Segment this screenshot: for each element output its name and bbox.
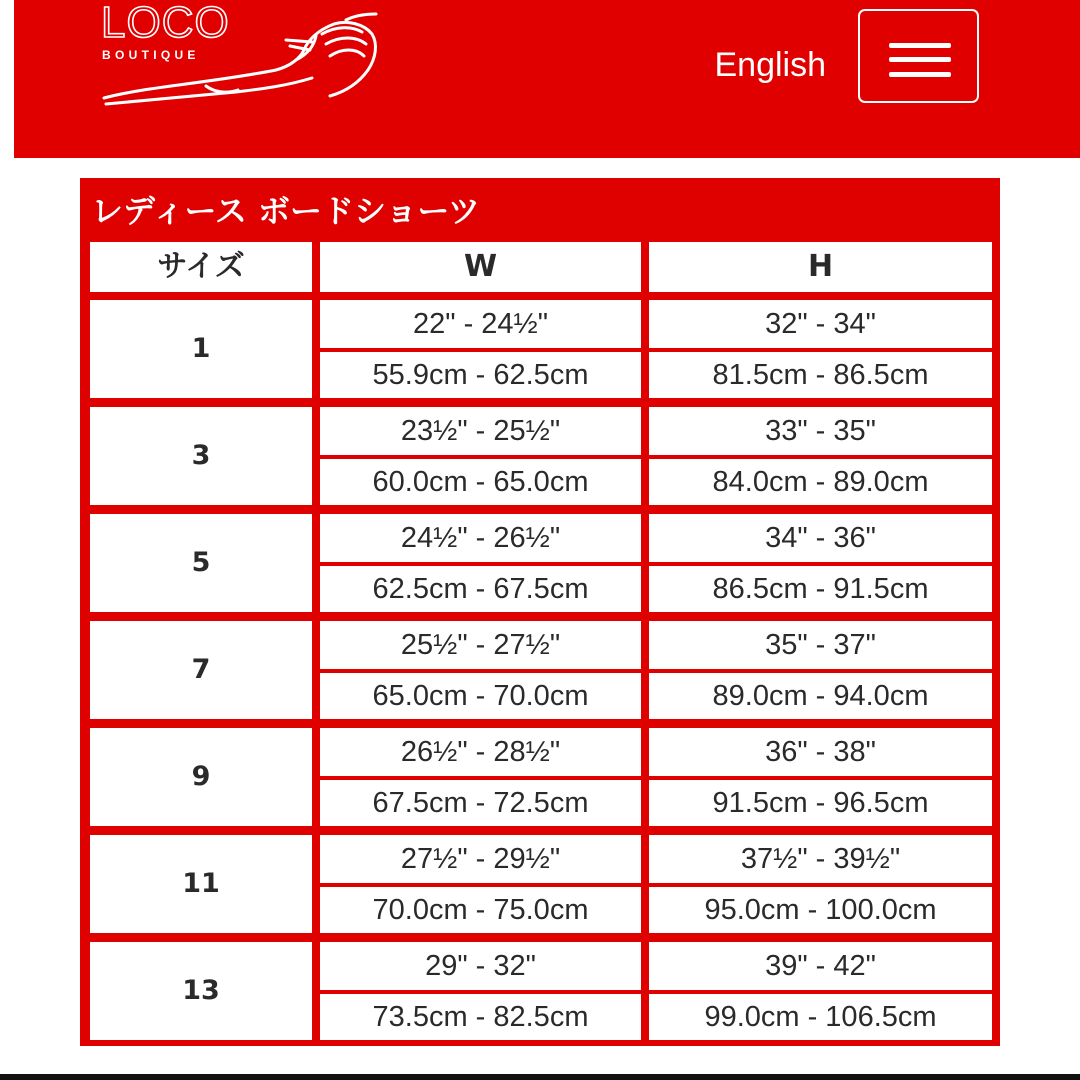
header-w: W [320, 242, 641, 292]
size-cell: 7 [90, 621, 312, 719]
size-cell: 9 [90, 728, 312, 826]
w-cm-cell: 62.5cm - 67.5cm [320, 566, 641, 612]
logo-text: LOCO [101, 0, 230, 47]
h-cm-cell: 99.0cm - 106.5cm [649, 994, 992, 1040]
table-title: レディース ボードショーツ [91, 192, 481, 230]
size-chart-table [80, 178, 1000, 1046]
h-cm-cell: 89.0cm - 94.0cm [649, 673, 992, 719]
size-cell: 1 [90, 300, 312, 398]
h-inches-cell: 35" - 37" [649, 621, 992, 669]
w-cm-cell: 60.0cm - 65.0cm [320, 459, 641, 505]
h-inches-cell: 34" - 36" [649, 514, 992, 562]
w-inches-cell: 29" - 32" [320, 942, 641, 990]
hamburger-menu-icon [889, 43, 951, 77]
h-cm-cell: 95.0cm - 100.0cm [649, 887, 992, 933]
size-cell: 11 [90, 835, 312, 933]
header-size: サイズ [90, 242, 312, 292]
size-cell: 13 [90, 942, 312, 1040]
h-inches-cell: 37½" - 39½" [649, 835, 992, 883]
language-switch-link[interactable]: English [714, 46, 826, 84]
menu-button[interactable] [858, 9, 979, 103]
bottom-divider [0, 1074, 1080, 1080]
w-cm-cell: 73.5cm - 82.5cm [320, 994, 641, 1040]
h-inches-cell: 33" - 35" [649, 407, 992, 455]
logo-subtext: BOUTIQUE [102, 48, 200, 62]
w-inches-cell: 25½" - 27½" [320, 621, 641, 669]
w-cm-cell: 67.5cm - 72.5cm [320, 780, 641, 826]
site-header [14, 0, 1080, 158]
w-inches-cell: 24½" - 26½" [320, 514, 641, 562]
loco-boutique-logo[interactable] [86, 0, 386, 116]
w-inches-cell: 22" - 24½" [320, 300, 641, 348]
w-inches-cell: 26½" - 28½" [320, 728, 641, 776]
h-inches-cell: 32" - 34" [649, 300, 992, 348]
w-cm-cell: 70.0cm - 75.0cm [320, 887, 641, 933]
size-cell: 3 [90, 407, 312, 505]
h-cm-cell: 86.5cm - 91.5cm [649, 566, 992, 612]
w-inches-cell: 27½" - 29½" [320, 835, 641, 883]
header-h: H [649, 242, 992, 292]
h-cm-cell: 81.5cm - 86.5cm [649, 352, 992, 398]
h-inches-cell: 36" - 38" [649, 728, 992, 776]
w-inches-cell: 23½" - 25½" [320, 407, 641, 455]
w-cm-cell: 55.9cm - 62.5cm [320, 352, 641, 398]
w-cm-cell: 65.0cm - 70.0cm [320, 673, 641, 719]
h-inches-cell: 39" - 42" [649, 942, 992, 990]
h-cm-cell: 84.0cm - 89.0cm [649, 459, 992, 505]
h-cm-cell: 91.5cm - 96.5cm [649, 780, 992, 826]
size-cell: 5 [90, 514, 312, 612]
